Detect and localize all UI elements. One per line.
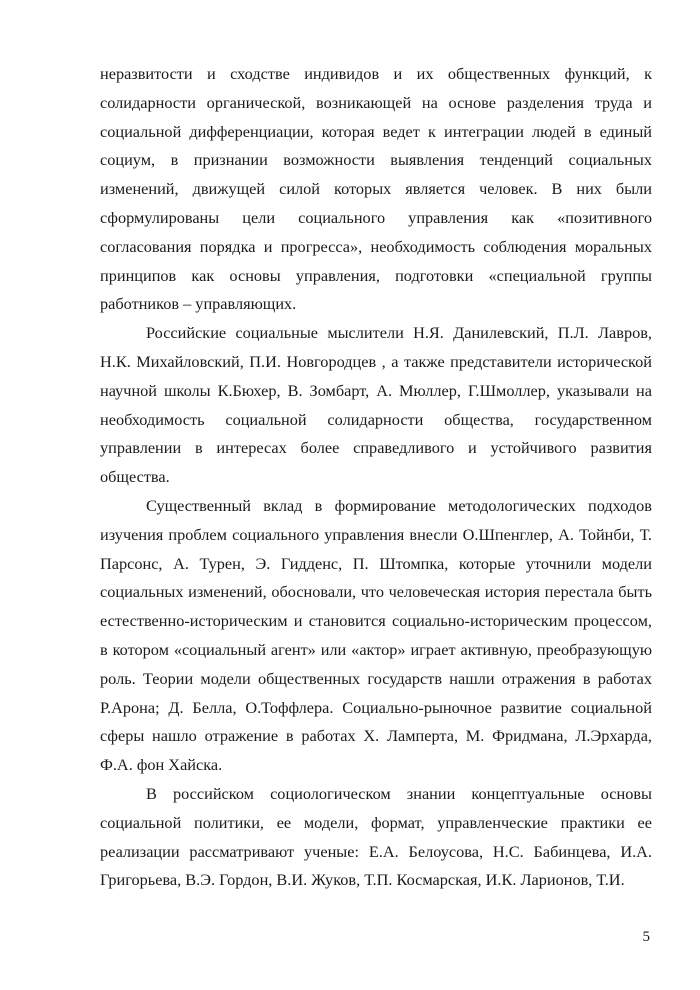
paragraph-methodological-approaches: Существенный вклад в формирование методологических подходов изучения проблем социального управления внесли О.Шпенглер, А. Тойнби, Т. Парсонс, А. Турен, Э. Гидденс, П. Штомпка, которые уточнили модели социальных изменений, обосновали, что человеческая история перестала быть естественно-историческим и становится социально-историческим процессом, в котором «социальный агент» или «актор» играет активную, преобразующую роль. Теории модели общественных государств нашли отражения в работах Р.Арона; Д. Белла, О.Тоффлера. Социально-рыночное развитие социальной сферы нашло отражение в работах Х. Ламперта, М. Фридмана, Л.Эрхарда, Ф.А. фон Хайска.: [100, 495, 652, 775]
page-number: 5: [642, 929, 650, 945]
body-text: [100, 60, 652, 895]
paragraph-russian-sociology: В российском социологическом знании концептуальные основы социальной политики, ее модели, формат, управленческие практики ее реализации рассматривают ученые: Е.А. Белоусова, Н.С. Бабинцева, И.А. Григорьева, В.Э. Гордон, В.И. Жуков, Т.П. Космарская, И.К. Ларионов, Т.И.: [100, 783, 652, 890]
paragraph-russian-thinkers: Российские социальные мыслители Н.Я. Данилевский, П.Л. Лавров, Н.К. Михайловский, П.И. Новгородцев , а также представители исторической научной школы К.Бюхер, В. Зомбарт, А. Мюллер, Г.Шмоллер, указывали на необходимость социальной солидарности общества, государственном управлении в интересах более справедливого и устойчивого развития общества.: [100, 323, 652, 487]
paragraph-continuation: неразвитости и сходстве индивидов и их общественных функций, к солидарности органической, возникающей на основе разделения труда и социальной дифференциации, которая ведет к интеграции людей в единый социум, в признании возможности выявления тенденций социальных изменений, движущей силой которых является человек. В них были сформулированы цели социального управления как «позитивного согласования порядка и прогресса», необходимость соблюдения моральных принципов как основы управления, подготовки «специальной группы работников – управляющих.: [100, 64, 652, 314]
